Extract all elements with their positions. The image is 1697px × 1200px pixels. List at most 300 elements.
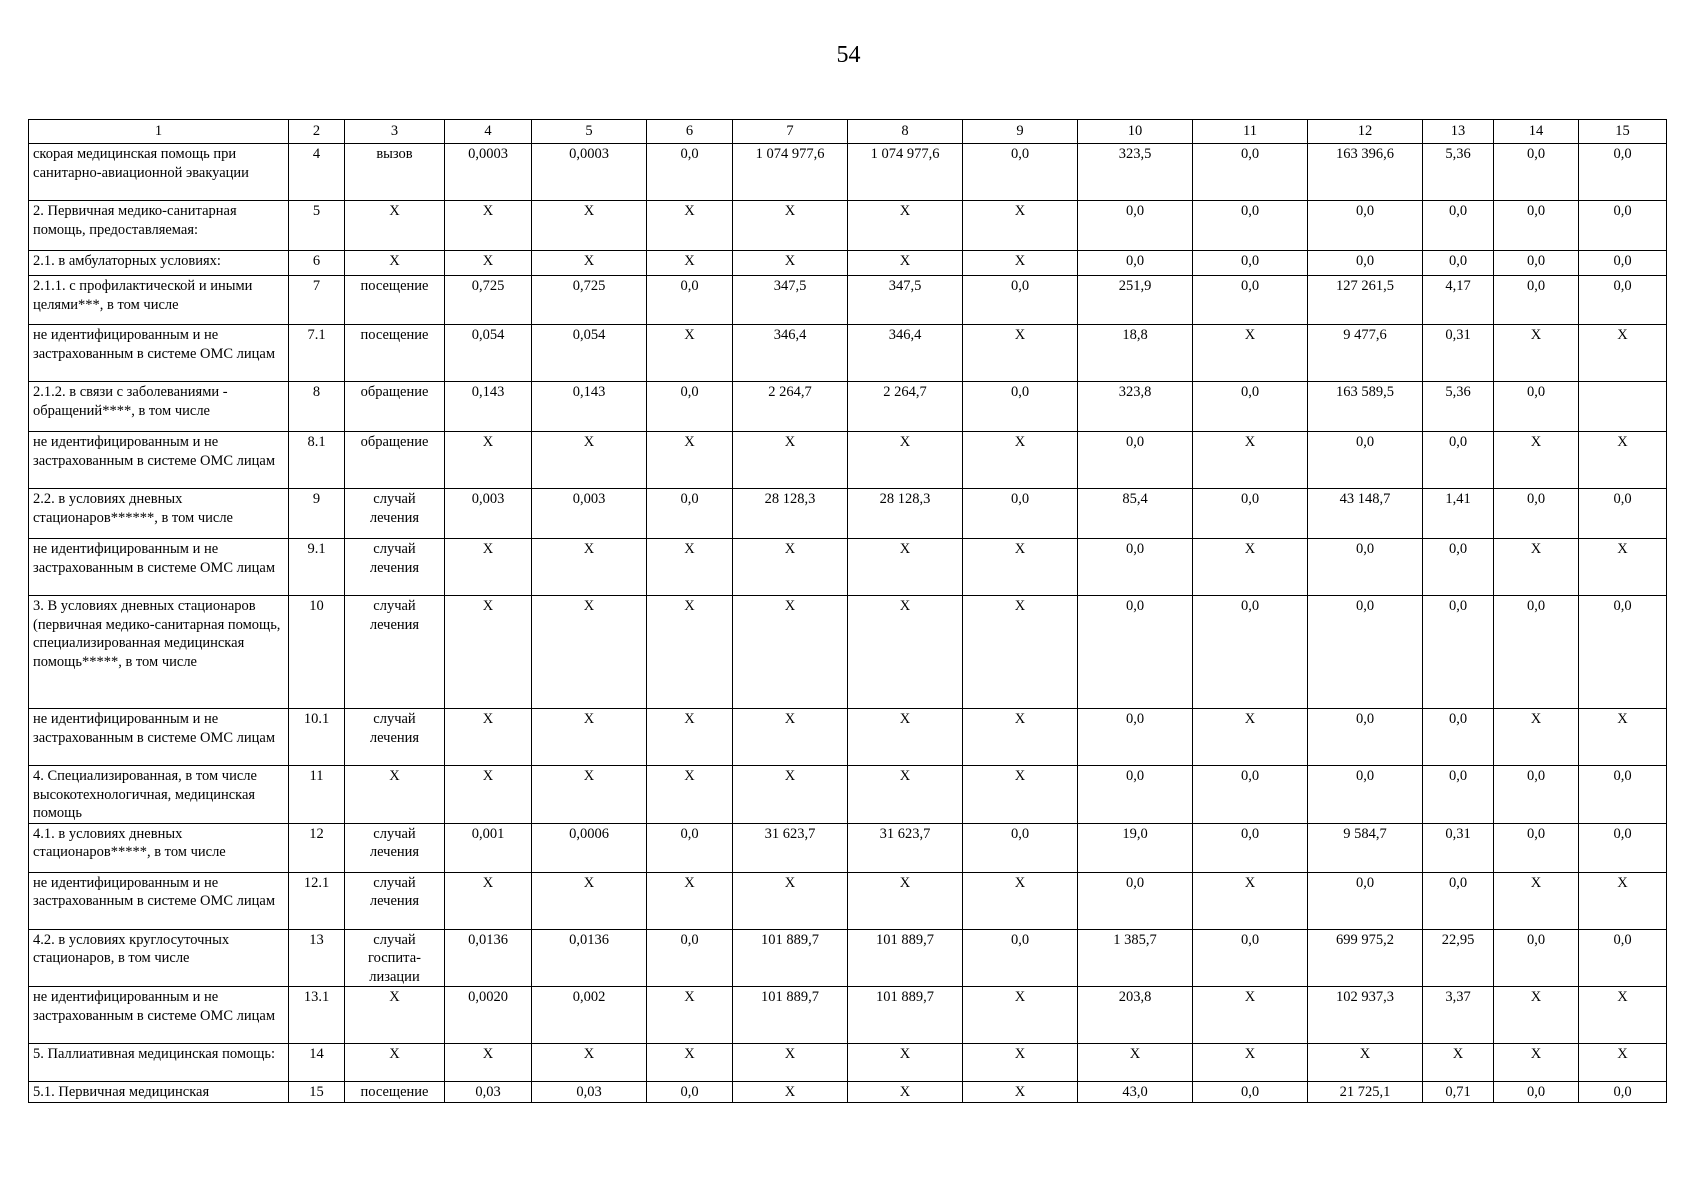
table-cell: Х bbox=[345, 251, 445, 276]
table-row bbox=[29, 144, 1667, 201]
table-cell: Х bbox=[848, 872, 963, 929]
table-cell: 0,0 bbox=[1494, 489, 1579, 539]
table-cell bbox=[1579, 382, 1667, 432]
table-cell: 0,03 bbox=[532, 1082, 647, 1103]
table-cell: 0,0 bbox=[1494, 596, 1579, 709]
table-cell: 0,0 bbox=[1193, 382, 1308, 432]
table-cell: Х bbox=[1579, 1044, 1667, 1082]
table-cell: случай госпита-лизации bbox=[345, 929, 445, 987]
table-cell: Х bbox=[445, 251, 532, 276]
table-cell: 251,9 bbox=[1078, 276, 1193, 325]
table-cell: 0,0 bbox=[1193, 823, 1308, 872]
table-cell: 0,0 bbox=[1078, 872, 1193, 929]
table-cell: 101 889,7 bbox=[733, 929, 848, 987]
row-label-cell: не идентифицированным и не застрахованным в системе ОМС лицам bbox=[29, 432, 289, 489]
table-cell: Х bbox=[532, 872, 647, 929]
column-header-10: 10 bbox=[1078, 120, 1193, 144]
table-cell: Х bbox=[532, 251, 647, 276]
table-cell: Х bbox=[445, 709, 532, 766]
table-cell: 85,4 bbox=[1078, 489, 1193, 539]
table-cell: 0,0 bbox=[1193, 489, 1308, 539]
table-cell: 0,0 bbox=[1494, 144, 1579, 201]
table-cell: 0,0 bbox=[1193, 929, 1308, 987]
table-cell: Х bbox=[1193, 539, 1308, 596]
column-header-4: 4 bbox=[445, 120, 532, 144]
table-cell: Х bbox=[963, 766, 1078, 824]
table-cell: Х bbox=[733, 251, 848, 276]
table-cell: 0,0 bbox=[1494, 929, 1579, 987]
table-cell: Х bbox=[1579, 539, 1667, 596]
table-cell: 0,725 bbox=[532, 276, 647, 325]
table-cell: 203,8 bbox=[1078, 987, 1193, 1044]
table-cell: Х bbox=[532, 596, 647, 709]
table-cell: случай лечения bbox=[345, 489, 445, 539]
table-cell: 0,0003 bbox=[532, 144, 647, 201]
table-cell: 101 889,7 bbox=[848, 929, 963, 987]
table-row bbox=[29, 596, 1667, 709]
table-cell: 3,37 bbox=[1423, 987, 1494, 1044]
table-cell: 0,0 bbox=[1078, 766, 1193, 824]
table-cell: 0,0003 bbox=[445, 144, 532, 201]
table-cell: Х bbox=[647, 872, 733, 929]
column-header-8: 8 bbox=[848, 120, 963, 144]
table-cell: Х bbox=[963, 1082, 1078, 1103]
column-header-9: 9 bbox=[963, 120, 1078, 144]
table-cell: Х bbox=[733, 766, 848, 824]
table-row bbox=[29, 276, 1667, 325]
table-cell: 0,0 bbox=[1308, 872, 1423, 929]
table-cell: 0,0 bbox=[1579, 766, 1667, 824]
column-header-2: 2 bbox=[289, 120, 345, 144]
table-cell: Х bbox=[647, 709, 733, 766]
table-cell: 0,0 bbox=[1078, 201, 1193, 251]
table-cell: 0,0 bbox=[1078, 709, 1193, 766]
table-cell: Х bbox=[445, 432, 532, 489]
table-cell: случай лечения bbox=[345, 823, 445, 872]
table-cell: 323,8 bbox=[1078, 382, 1193, 432]
table-cell: Х bbox=[1579, 432, 1667, 489]
table-cell: 43,0 bbox=[1078, 1082, 1193, 1103]
table-cell: 1 074 977,6 bbox=[733, 144, 848, 201]
table-cell: 28 128,3 bbox=[848, 489, 963, 539]
row-label-cell: 4. Специализированная, в том числе высокотехнологичная, медицинская помощь bbox=[29, 766, 289, 824]
table-cell: Х bbox=[1193, 432, 1308, 489]
table-cell: Х bbox=[963, 987, 1078, 1044]
table-cell: 0,0 bbox=[1579, 489, 1667, 539]
row-label-cell: 4.1. в условиях дневных стационаров*****, в том числе bbox=[29, 823, 289, 872]
table-cell: 0,0 bbox=[1423, 709, 1494, 766]
table-cell: Х bbox=[1193, 872, 1308, 929]
table-cell: Х bbox=[345, 201, 445, 251]
table-cell: Х bbox=[848, 539, 963, 596]
table-row bbox=[29, 325, 1667, 382]
table-row bbox=[29, 1082, 1667, 1103]
table-cell: 0,0 bbox=[1193, 276, 1308, 325]
table-row bbox=[29, 489, 1667, 539]
table-cell: Х bbox=[963, 1044, 1078, 1082]
table-cell: Х bbox=[848, 251, 963, 276]
table-cell: 0,0 bbox=[1078, 432, 1193, 489]
table-cell: 19,0 bbox=[1078, 823, 1193, 872]
table-cell: Х bbox=[647, 766, 733, 824]
table-cell: 323,5 bbox=[1078, 144, 1193, 201]
table-header-row bbox=[29, 120, 1667, 144]
table-cell: Х bbox=[445, 1044, 532, 1082]
row-label-cell: 5. Паллиативная медицинская помощь: bbox=[29, 1044, 289, 1082]
page-number: 54 bbox=[836, 42, 861, 68]
table-cell: 0,0 bbox=[1579, 276, 1667, 325]
row-label-cell: 5.1. Первичная медицинская bbox=[29, 1082, 289, 1103]
table-cell: 0,0 bbox=[647, 382, 733, 432]
table-cell: посещение bbox=[345, 1082, 445, 1103]
table-cell: 4 bbox=[289, 144, 345, 201]
table-cell: 346,4 bbox=[848, 325, 963, 382]
table-cell: Х bbox=[1494, 432, 1579, 489]
table-cell: 22,95 bbox=[1423, 929, 1494, 987]
table-cell: 0,0 bbox=[1308, 766, 1423, 824]
table-cell: 347,5 bbox=[848, 276, 963, 325]
table-cell: 0,0 bbox=[1078, 539, 1193, 596]
table-cell: 9 584,7 bbox=[1308, 823, 1423, 872]
table-cell: 0,0020 bbox=[445, 987, 532, 1044]
table-cell: 0,054 bbox=[532, 325, 647, 382]
table-cell: Х bbox=[1494, 1044, 1579, 1082]
table-cell: 0,0006 bbox=[532, 823, 647, 872]
table-cell: 5,36 bbox=[1423, 382, 1494, 432]
table-cell: 346,4 bbox=[733, 325, 848, 382]
table-cell: 0,0 bbox=[647, 929, 733, 987]
row-label-cell: не идентифицированным и не застрахованным в системе ОМС лицам bbox=[29, 325, 289, 382]
table-cell: 0,0 bbox=[1494, 823, 1579, 872]
table-row bbox=[29, 929, 1667, 987]
table-cell: Х bbox=[848, 709, 963, 766]
table-cell: 0,0 bbox=[1579, 596, 1667, 709]
table-cell: 0,0136 bbox=[532, 929, 647, 987]
table-cell: 0,003 bbox=[445, 489, 532, 539]
table-body bbox=[29, 144, 1667, 1103]
table-cell: 0,143 bbox=[445, 382, 532, 432]
table-cell: 0,0 bbox=[1579, 144, 1667, 201]
table-cell: 347,5 bbox=[733, 276, 848, 325]
column-header-1: 1 bbox=[29, 120, 289, 144]
table-row bbox=[29, 382, 1667, 432]
table-cell: Х bbox=[647, 325, 733, 382]
table-cell: Х bbox=[1494, 709, 1579, 766]
table-cell: 0,0 bbox=[1308, 201, 1423, 251]
table-cell: случай лечения bbox=[345, 872, 445, 929]
table-cell: 5 bbox=[289, 201, 345, 251]
data-table bbox=[28, 119, 1667, 1103]
table-cell: 0,003 bbox=[532, 489, 647, 539]
row-label-cell: скорая медицинская помощь при санитарно-авиационной эвакуации bbox=[29, 144, 289, 201]
table-row bbox=[29, 201, 1667, 251]
table-cell: 0,002 bbox=[532, 987, 647, 1044]
table-cell: Х bbox=[963, 596, 1078, 709]
column-header-11: 11 bbox=[1193, 120, 1308, 144]
table-cell: 0,0 bbox=[647, 1082, 733, 1103]
table-cell: Х bbox=[848, 432, 963, 489]
table-cell: 0,0 bbox=[1423, 251, 1494, 276]
table-cell: Х bbox=[1579, 709, 1667, 766]
table-cell: Х bbox=[345, 1044, 445, 1082]
table-cell: 43 148,7 bbox=[1308, 489, 1423, 539]
table-cell: Х bbox=[1494, 872, 1579, 929]
table-cell: 0,71 bbox=[1423, 1082, 1494, 1103]
table-cell: 0,0 bbox=[963, 823, 1078, 872]
column-header-5: 5 bbox=[532, 120, 647, 144]
table-cell: 0,0 bbox=[963, 144, 1078, 201]
table-cell: 0,054 bbox=[445, 325, 532, 382]
table-cell: Х bbox=[963, 709, 1078, 766]
table-cell: 15 bbox=[289, 1082, 345, 1103]
table-cell: 163 589,5 bbox=[1308, 382, 1423, 432]
column-header-13: 13 bbox=[1423, 120, 1494, 144]
table-cell: Х bbox=[733, 872, 848, 929]
table-cell: Х bbox=[1193, 709, 1308, 766]
table-cell: Х bbox=[647, 251, 733, 276]
table-cell: 31 623,7 bbox=[733, 823, 848, 872]
table-cell: 0,0 bbox=[1494, 766, 1579, 824]
table-row bbox=[29, 872, 1667, 929]
table-cell: 0,001 bbox=[445, 823, 532, 872]
table-cell: 0,0 bbox=[1423, 432, 1494, 489]
table-cell: 8.1 bbox=[289, 432, 345, 489]
table-cell: Х bbox=[733, 539, 848, 596]
column-header-6: 6 bbox=[647, 120, 733, 144]
table-cell: 13 bbox=[289, 929, 345, 987]
table-cell: Х bbox=[1078, 1044, 1193, 1082]
table-row bbox=[29, 709, 1667, 766]
table-cell: 31 623,7 bbox=[848, 823, 963, 872]
table-cell: 0,0 bbox=[1494, 1082, 1579, 1103]
table-row bbox=[29, 432, 1667, 489]
table-cell: вызов bbox=[345, 144, 445, 201]
table-cell: 0,0 bbox=[1494, 201, 1579, 251]
table-cell: 0,0 bbox=[1579, 1082, 1667, 1103]
row-label-cell: 2.1. в амбулаторных условиях: bbox=[29, 251, 289, 276]
table-cell: 0,0 bbox=[1308, 539, 1423, 596]
table-cell: 0,0 bbox=[1078, 251, 1193, 276]
row-label-cell: 2.1.2. в связи с заболеваниями - обращений****, в том числе bbox=[29, 382, 289, 432]
table-cell: Х bbox=[1193, 987, 1308, 1044]
table-cell: 9.1 bbox=[289, 539, 345, 596]
table-cell: 0,0 bbox=[647, 823, 733, 872]
table-cell: Х bbox=[848, 1082, 963, 1103]
table-cell: 163 396,6 bbox=[1308, 144, 1423, 201]
table-cell: Х bbox=[345, 766, 445, 824]
table-cell: 0,0 bbox=[647, 144, 733, 201]
table-cell: 0,0 bbox=[1308, 596, 1423, 709]
table-cell: 0,0 bbox=[1308, 251, 1423, 276]
table-cell: Х bbox=[532, 1044, 647, 1082]
table-cell: 0,0 bbox=[1078, 596, 1193, 709]
table-cell: 0,0 bbox=[1193, 1082, 1308, 1103]
table-cell: 0,0 bbox=[1193, 251, 1308, 276]
table-cell: Х bbox=[733, 709, 848, 766]
table-cell: 0,0 bbox=[1423, 872, 1494, 929]
row-label-cell: 3. В условиях дневных стационаров (первичная медико-санитарная помощь, специализированная медицинская помощь*****, в том числе bbox=[29, 596, 289, 709]
table-cell: 0,0136 bbox=[445, 929, 532, 987]
table-cell: Х bbox=[445, 539, 532, 596]
table-cell: Х bbox=[963, 539, 1078, 596]
table-row bbox=[29, 766, 1667, 824]
table-cell: 4,17 bbox=[1423, 276, 1494, 325]
table-cell: Х bbox=[963, 201, 1078, 251]
row-label-cell: 2.2. в условиях дневных стационаров******, в том числе bbox=[29, 489, 289, 539]
table-cell: 9 bbox=[289, 489, 345, 539]
table-cell: 0,143 bbox=[532, 382, 647, 432]
table-cell: Х bbox=[647, 987, 733, 1044]
table-cell: 11 bbox=[289, 766, 345, 824]
table-cell: посещение bbox=[345, 325, 445, 382]
row-label-cell: не идентифицированным и не застрахованным в системе ОМС лицам bbox=[29, 987, 289, 1044]
table-cell: 0,31 bbox=[1423, 823, 1494, 872]
table-cell: Х bbox=[1579, 325, 1667, 382]
table-cell: 0,0 bbox=[1494, 382, 1579, 432]
column-header-7: 7 bbox=[733, 120, 848, 144]
column-header-15: 15 bbox=[1579, 120, 1667, 144]
table-cell: Х bbox=[1494, 539, 1579, 596]
table-cell: Х bbox=[848, 1044, 963, 1082]
table-cell: 13.1 bbox=[289, 987, 345, 1044]
table-cell: 0,03 bbox=[445, 1082, 532, 1103]
column-header-14: 14 bbox=[1494, 120, 1579, 144]
table-cell: обращение bbox=[345, 432, 445, 489]
table-cell: 0,0 bbox=[1308, 709, 1423, 766]
table-cell: Х bbox=[445, 596, 532, 709]
table-cell: Х bbox=[848, 766, 963, 824]
table-cell: 2 264,7 bbox=[848, 382, 963, 432]
table-cell: Х bbox=[1579, 987, 1667, 1044]
table-cell: 0,0 bbox=[1494, 251, 1579, 276]
table-cell: 10.1 bbox=[289, 709, 345, 766]
table-cell: 14 bbox=[289, 1044, 345, 1082]
table-cell: 0,0 bbox=[963, 382, 1078, 432]
table-cell: 101 889,7 bbox=[733, 987, 848, 1044]
table-cell: 7.1 bbox=[289, 325, 345, 382]
table-cell: 0,0 bbox=[963, 489, 1078, 539]
table-cell: Х bbox=[733, 432, 848, 489]
table-cell: Х bbox=[733, 1044, 848, 1082]
table-cell: Х bbox=[647, 201, 733, 251]
table-cell: 0,0 bbox=[1193, 766, 1308, 824]
table-cell: Х bbox=[532, 709, 647, 766]
table-cell: 0,0 bbox=[1423, 766, 1494, 824]
table-cell: Х bbox=[647, 1044, 733, 1082]
table-cell: Х bbox=[445, 201, 532, 251]
row-label-cell: не идентифицированным и не застрахованным в системе ОМС лицам bbox=[29, 539, 289, 596]
table-cell: 8 bbox=[289, 382, 345, 432]
table-cell: 0,0 bbox=[1308, 432, 1423, 489]
table-cell: Х bbox=[1193, 325, 1308, 382]
table-cell: 2 264,7 bbox=[733, 382, 848, 432]
table-cell: 0,725 bbox=[445, 276, 532, 325]
table-cell: Х bbox=[532, 201, 647, 251]
table-cell: Х bbox=[647, 539, 733, 596]
table-cell: 0,0 bbox=[1579, 823, 1667, 872]
table-cell: Х bbox=[532, 539, 647, 596]
table-cell: посещение bbox=[345, 276, 445, 325]
table-cell: Х bbox=[532, 766, 647, 824]
table-cell: Х bbox=[647, 596, 733, 709]
table-cell: 7 bbox=[289, 276, 345, 325]
table-cell: 0,0 bbox=[1579, 929, 1667, 987]
table-cell: 0,0 bbox=[1579, 201, 1667, 251]
table-cell: Х bbox=[1494, 987, 1579, 1044]
table-cell: Х bbox=[1423, 1044, 1494, 1082]
table-cell: 1 074 977,6 bbox=[848, 144, 963, 201]
table-cell: Х bbox=[1579, 872, 1667, 929]
column-header-12: 12 bbox=[1308, 120, 1423, 144]
table-cell: 0,0 bbox=[1579, 251, 1667, 276]
table-cell: 0,0 bbox=[1423, 539, 1494, 596]
table-cell: 0,0 bbox=[963, 276, 1078, 325]
table-cell: Х bbox=[963, 872, 1078, 929]
table-cell: Х bbox=[1193, 1044, 1308, 1082]
table-cell: Х bbox=[1308, 1044, 1423, 1082]
table-cell: 101 889,7 bbox=[848, 987, 963, 1044]
table-cell: 127 261,5 bbox=[1308, 276, 1423, 325]
table-row bbox=[29, 1044, 1667, 1082]
row-label-cell: не идентифицированным и не застрахованным в системе ОМС лицам bbox=[29, 709, 289, 766]
table-cell: случай лечения bbox=[345, 709, 445, 766]
table-cell: 699 975,2 bbox=[1308, 929, 1423, 987]
table-cell: 12.1 bbox=[289, 872, 345, 929]
table-cell: Х bbox=[532, 432, 647, 489]
table-cell: Х bbox=[733, 1082, 848, 1103]
table-cell: Х bbox=[963, 325, 1078, 382]
table-cell: 0,0 bbox=[647, 489, 733, 539]
table-cell: 0,0 bbox=[1193, 596, 1308, 709]
table-cell: Х bbox=[445, 872, 532, 929]
table-cell: Х bbox=[963, 251, 1078, 276]
table-cell: 1 385,7 bbox=[1078, 929, 1193, 987]
table-cell: 0,0 bbox=[1423, 201, 1494, 251]
table-row bbox=[29, 539, 1667, 596]
table-cell: 12 bbox=[289, 823, 345, 872]
table-cell: 0,0 bbox=[1193, 201, 1308, 251]
table-cell: 0,0 bbox=[647, 276, 733, 325]
table-cell: Х bbox=[345, 987, 445, 1044]
table-cell: случай лечения bbox=[345, 596, 445, 709]
table-cell: Х bbox=[1494, 325, 1579, 382]
table-cell: Х bbox=[848, 201, 963, 251]
table-cell: 5,36 bbox=[1423, 144, 1494, 201]
column-header-3: 3 bbox=[345, 120, 445, 144]
table-cell: 28 128,3 bbox=[733, 489, 848, 539]
table-cell: Х bbox=[733, 201, 848, 251]
row-label-cell: 2.1.1. с профилактической и иными целями***, в том числе bbox=[29, 276, 289, 325]
table-cell: Х bbox=[733, 596, 848, 709]
table-cell: Х bbox=[963, 432, 1078, 489]
table-cell: 0,0 bbox=[1423, 596, 1494, 709]
table-row bbox=[29, 987, 1667, 1044]
row-label-cell: 4.2. в условиях круглосуточных стационаров, в том числе bbox=[29, 929, 289, 987]
table-cell: 1,41 bbox=[1423, 489, 1494, 539]
table-cell: 0,0 bbox=[1494, 276, 1579, 325]
table-cell: 21 725,1 bbox=[1308, 1082, 1423, 1103]
table-cell: Х bbox=[647, 432, 733, 489]
table-cell: 10 bbox=[289, 596, 345, 709]
table-row bbox=[29, 823, 1667, 872]
row-label-cell: 2. Первичная медико-санитарная помощь, предоставляемая: bbox=[29, 201, 289, 251]
row-label-cell: не идентифицированным и не застрахованным в системе ОМС лицам bbox=[29, 872, 289, 929]
table-cell: обращение bbox=[345, 382, 445, 432]
table-cell: 0,31 bbox=[1423, 325, 1494, 382]
table-cell: 9 477,6 bbox=[1308, 325, 1423, 382]
table-cell: 18,8 bbox=[1078, 325, 1193, 382]
table-cell: 0,0 bbox=[963, 929, 1078, 987]
